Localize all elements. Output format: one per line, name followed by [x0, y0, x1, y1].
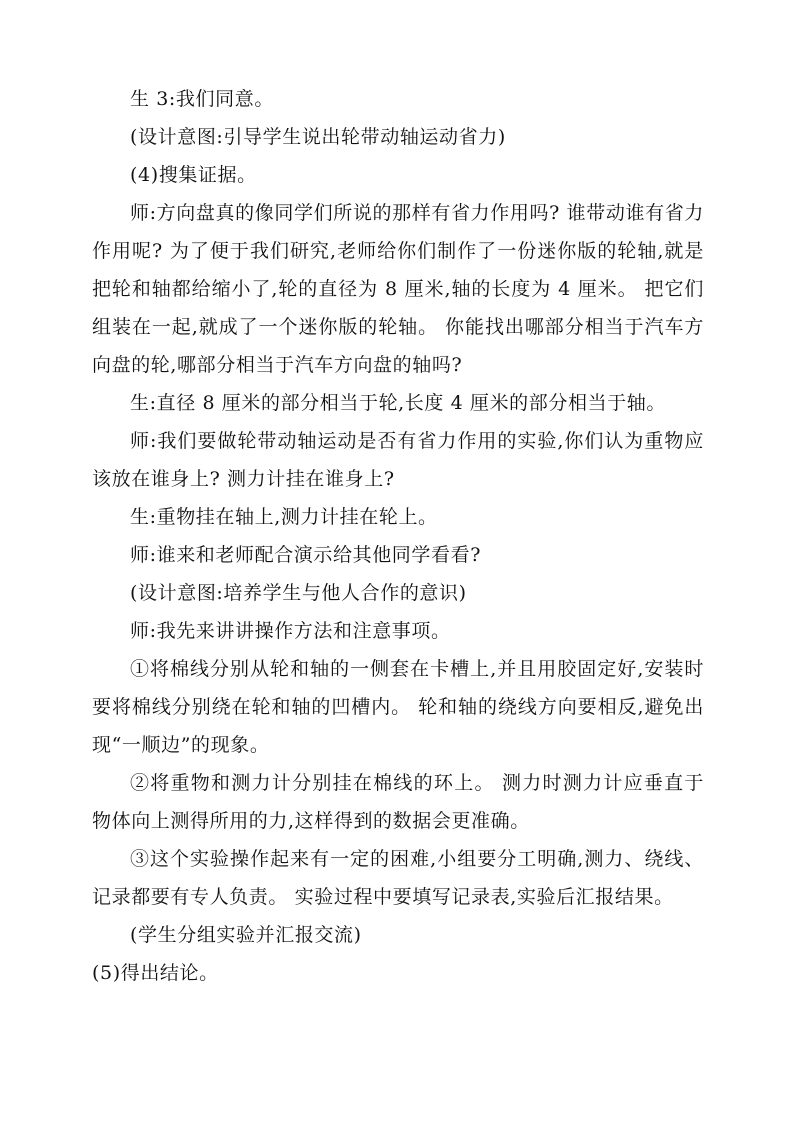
- paragraph-design-intent-1: (设计意图:引导学生说出轮带动轴运动省力): [130, 126, 506, 148]
- paragraph-student-answer-2: 生:重物挂在轴上,测力计挂在轮上。: [130, 506, 438, 528]
- paragraph-student-3: 生 3:我们同意。: [130, 88, 274, 110]
- paragraph-step-2: ②将重物和测力计分别挂在棉线的环上。 测力时测力计应垂直于物体向上测得所用的力,这样得到的数据会更准确。: [92, 772, 704, 832]
- paragraph-teacher-experiment: 师:我们要做轮带动轴运动是否有省力作用的实验,你们认为重物应该放在谁身上? 测力计挂在谁身上?: [92, 430, 704, 490]
- paragraph-teacher-demo: 师:谁来和老师配合演示给其他同学看看?: [130, 544, 481, 566]
- paragraph-teacher-question: 师:方向盘真的像同学们所说的那样有省力作用吗? 谁带动谁有省力作用呢? 为了便于我们研究,老师给你们制作了一份迷你版的轮轴,就是把轮和轴都给缩小了,轮的直径为 8 厘米,轴的长度为 4 厘米。 把它们组装在一起,就成了一个迷你版的轮轴。 你能找出哪部分相当于汽车方向盘的轮,哪部分相当于汽车方向盘的轴吗?: [92, 202, 704, 376]
- paragraph-heading-collect-evidence: (4)搜集证据。: [130, 164, 257, 186]
- paragraph-group-experiment: (学生分组实验并汇报交流): [130, 924, 362, 946]
- paragraph-step-1: ①将棉线分别从轮和轴的一侧套在卡槽上,并且用胶固定好,安装时要将棉线分别绕在轮和轴的凹槽内。 轮和轴的绕线方向要相反,避免出现“一顺边”的现象。: [92, 658, 704, 756]
- paragraph-student-answer-1: 生:直径 8 厘米的部分相当于轮,长度 4 厘米的部分相当于轴。: [130, 392, 666, 414]
- document-body: [92, 80, 704, 992]
- paragraph-teacher-method: 师:我先来讲讲操作方法和注意事项。: [130, 620, 451, 642]
- paragraph-heading-conclusion: (5)得出结论。: [92, 962, 219, 984]
- paragraph-step-3: ③这个实验操作起来有一定的困难,小组要分工明确,测力、绕线、记录都要有专人负责。 实验过程中要填写记录表,实验后汇报结果。: [92, 848, 704, 908]
- paragraph-design-intent-2: (设计意图:培养学生与他人合作的意识): [130, 582, 467, 604]
